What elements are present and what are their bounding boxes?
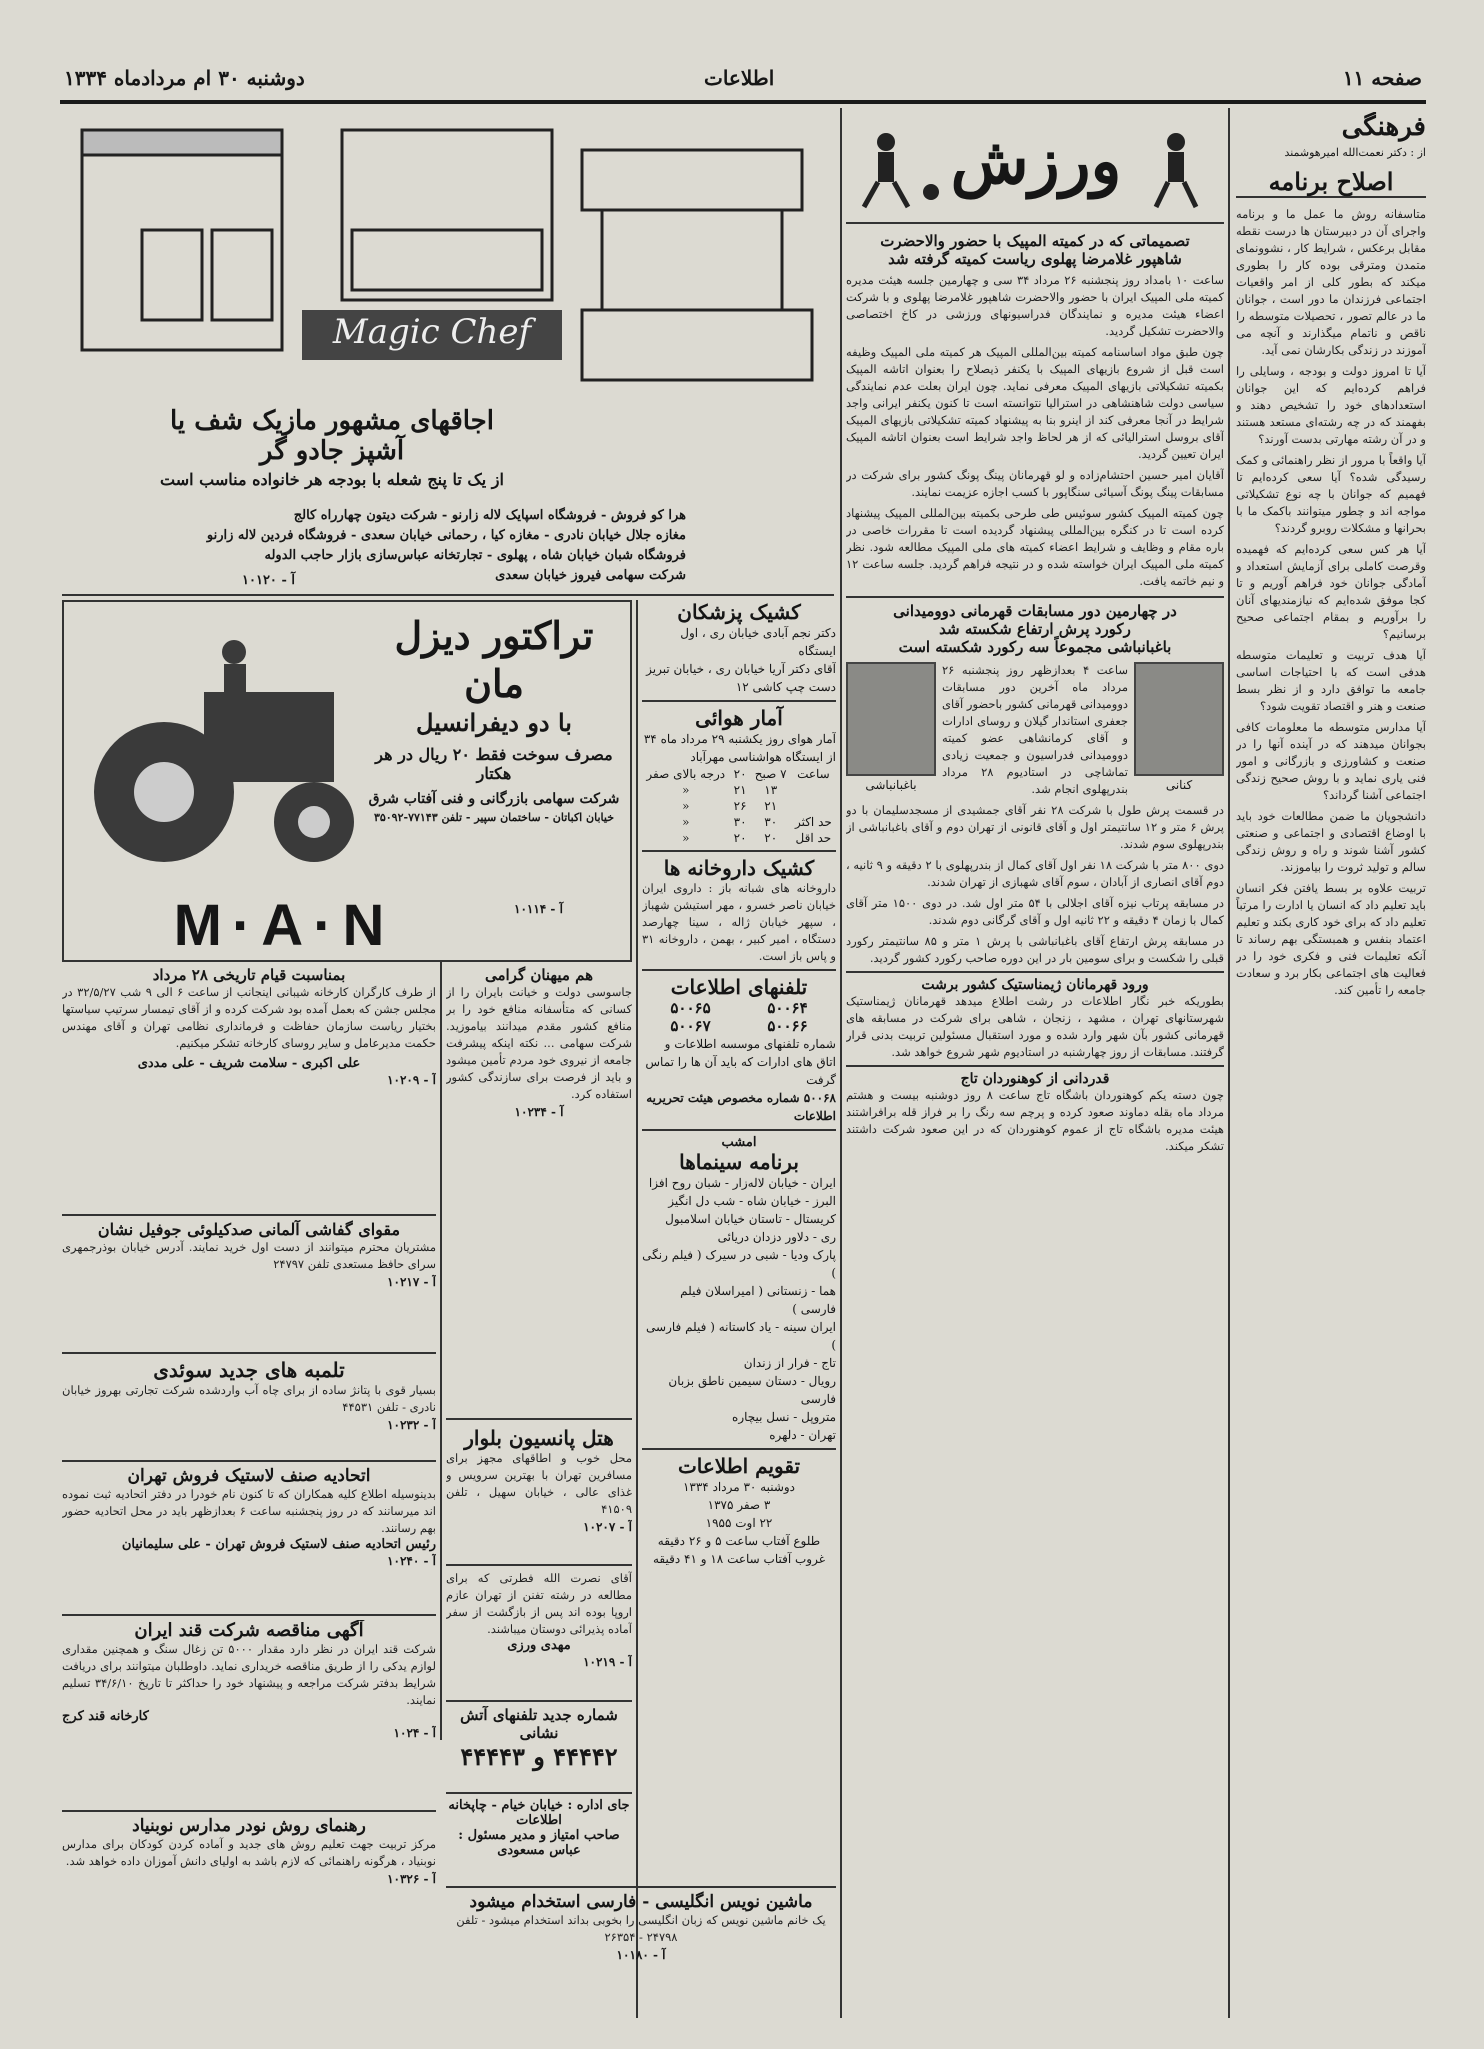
dealer-line: هرا کو فروش - فروشگاه اسپایک لاله زارنو - شرکت دیتون چهارراه کالج [293, 508, 686, 523]
article-title: اصلاح برنامه [1236, 167, 1426, 198]
phone-number: ۵۰۰۶۷ [670, 1017, 711, 1035]
paragraph: دوی ۸۰۰ متر با شرکت ۱۸ نفر اول آقای کمال از بندرپهلوی با ۲ دقیقه و ۹ ثانیه ، دوم آقای انصاری از آبادان ، سوم آقای شهبازی از تهران شدند. [846, 858, 1224, 889]
info-line: دکتر نجم آبادی خیابان ری ، اول ایستگاه [680, 626, 836, 658]
cinema-item: هما - زنستانی ( امیراسلان فیلم فارسی ) [680, 1284, 836, 1316]
doctors-box [642, 600, 836, 702]
notice-code: آ - ۱۰۲۴ [393, 1726, 436, 1740]
headline: تصمیماتی که در کمیته المپیک با حضور والاحضرت [880, 232, 1190, 250]
notice-title: آگهی مناقصه شرکت قند ایران [134, 1620, 364, 1641]
culture-column [1236, 112, 1426, 2012]
photo-row [846, 662, 1224, 798]
page-header [64, 66, 1422, 96]
article-lead: ساعت ۴ بعدازظهر روز پنجشنبه ۲۶ مرداد ماه آخرین دور مسابقات دوومیدانی قهرمانی کشور باحضور آقای جعفری استاندار گیلان و روسای ادارات و آقای کرمانشاهی عضو کمیته دوومیدانی فدراسیون و جمعیت زیادی تماشاچی در استادیوم ۲۸ مرداد بندرپهلوی انجام شد. [942, 663, 1129, 796]
mountaineering-section [846, 1065, 1224, 1155]
notice-signature: علی اکبری - سلامت شریف - علی مددی [137, 1056, 361, 1071]
table-row [642, 830, 836, 846]
paragraph: چون طبق مواد اساسنامه کمیته بین‌المللی المپیک هر کمیته ملی المپیک وظیفه است قبل از شروع بازیهای المپیک با یکنفر ذیصلاح را بعنوان اتاشه المپیک بکمیته تشکیلاتی بازیهای المپیک معرفی نماید. چون ایران بعلت عدم نمایندگی سیاسی دولت شاهنشاهی در استرالیا نتوانسته است تا کنون یکنفر ایرانی واجد شرایط در آنجا معرفی کند از اینرو بنا به پیشنهاد کمیته تشکیلاتی بازیهای المپیک آقای بروسل استرالیائی که از هر لحاظ واجد شرایط است بعنوان اتاشه المپیک ایران تعیین گردید. [846, 345, 1224, 461]
fire-phones-box [446, 1706, 632, 1794]
section-title: فرهنگی [1341, 112, 1426, 142]
calendar-line: طلوع آفتاب ساعت ۵ و ۲۶ دقیقه [657, 1534, 821, 1548]
headline: شاهپور غلامرضا پهلوی ریاست کمیته گرفته شد [888, 250, 1182, 268]
phone-number: ۵۰۰۶۴ [767, 999, 808, 1017]
notice-text: شرکت قند ایران در نظر دارد مقدار ۵۰۰۰ تن زغال سنگ و همچنین مقداری لوازم یدکی را از طریق مناقصه خریداری نماید. داوطلبان میتوانند برای دریافت شرایط بدفتر شرکت مراجعه و پیشنهاد خود را حداکثر تا تاریخ ۳۴/۶/۱۰ تسلیم نمایند. [62, 1642, 436, 1707]
ad-title: اجاقهای مشهور مازیک شف یا [170, 406, 494, 436]
table-row [642, 814, 836, 830]
ad-company: شرکت سهامی بازرگانی و فنی آفتاب شرق [368, 791, 620, 807]
headline: در چهارمین دور مسابقات قهرمانی دوومیدانی [893, 602, 1177, 620]
table-cell: ۲۶ [733, 799, 747, 813]
table-row [642, 766, 836, 782]
calendar-line: ۳ صفر ۱۳۷۵ [707, 1498, 771, 1512]
compatriots-notice [446, 966, 632, 1420]
pumps-ad [62, 1358, 436, 1462]
table-cell: ۷ صبح [754, 767, 787, 781]
cardboard-ad [62, 1220, 436, 1354]
table-cell: درجه بالای صفر [646, 767, 726, 781]
headline: قدردانی از کوهنوردان تاج [960, 1071, 1110, 1087]
hotel-ad [446, 1426, 632, 1566]
gymnastics-section [846, 971, 1224, 1061]
phone-number: ۵۰۰۶۶ [767, 1017, 808, 1035]
typist-ad [446, 1886, 836, 2016]
table-cell: ۳۰ [764, 815, 778, 829]
stove-ad [62, 110, 834, 596]
article-body: چون دسته یکم کوهنوردان باشگاه تاج ساعت ۸ روز دوشنبه بیست و هشتم مرداد ماه بقله دماوند صعود کرده و پرچم سه رنگ را بر فراز قله برافراشتند هیئت مدیره باشگاه تاج از عموم کوهنوردان که در این صعود شرکت داشتند تشکر میکند. [846, 1088, 1224, 1153]
weather-box [642, 702, 836, 852]
paragraph: آیا مدارس متوسطه ما معلومات کافی بجوانان میدهند که در آینده آنها را در صنعت و کشاورزی و بازرگانی و امور فنی یاری نماید و با روش صحیح زندگی اجتماعی آشنا گرداند؟ [1236, 720, 1426, 802]
ad-subtitle: آشپز جادو گر [259, 436, 405, 466]
ad-code: آ - ۱۰۲۱۷ [387, 1275, 436, 1289]
weather-intro: آمار هوای روز یکشنبه ۲۹ مرداد ماه ۳۴ از ایستگاه هواشناسی مهرآباد [643, 732, 836, 764]
issue-date: دوشنبه ۳۰ ام مردادماه ۱۳۳۴ [64, 66, 305, 90]
paragraph: چون کمیته المپیک کشور سوئیس طی طرحی بکمیته بین‌المللی المپیک پیشنهاد کرده است تا در کنگره بین‌المللی پیشنهاد گردیده است تا مقررات خاصی در باره مقام و وظایف و شرایط اعضاء کمیته های ملی المپیک مطالعه شود. نظر کمیته ملی المپیک ایران خواسته شده و در نتیجه فراهم گردید. جلسه ساعت ۱۲ و نیم خاتمه یافت. [846, 506, 1224, 588]
tractor-ad-text [364, 612, 624, 824]
cinema-item: تهران - دلهره [769, 1428, 836, 1442]
phone-number: ۵۰۰۶۵ [670, 999, 711, 1017]
cinema-item: تاج - فرار از زندان [743, 1356, 836, 1370]
weather-table [642, 766, 836, 846]
ad-subtitle: با دو دیفرانسیل [416, 708, 572, 737]
paragraph: آیا هر کس سعی کرده‌ایم که فهمیده وقرصت کاملی برای آزمایش استعداد و آمادگی جوانان خود فراهم آوریم و تا کجا موفق شده‌ایم که نیازمندیهای آنان را برآوریم و بمقام اجتماعی صحیح برسانیم؟ [1236, 542, 1426, 641]
column-divider [1228, 108, 1230, 2018]
article-body [1236, 206, 1426, 999]
notice-text: از طرف کارگران کارخانه شیبانی اینجانب از ساعت ۶ الی ۹ شب ۳۲/۵/۲۷ در مجلس جشن که بعمل آمده بود شرکت کرده و از آقای تیمسار سرتیپ سیاستها بختیار ریاست سازمان حفاظت و فرمانداری نظامی تهران و آقای مهندس حکمت مدیرعامل و سایر روسای کارخانه تشکر میکنیم. [62, 985, 436, 1050]
box-subtitle: امشب [721, 1135, 757, 1150]
headline: ورود قهرمانان ژیمناستیک کشور برشت [921, 977, 1149, 993]
article-body: بطوریکه خبر نگار اطلاعات در رشت اطلاع میدهد قهرمانان ژیمناستیک شهرستانهای تهران ، مشهد ، زنجان ، شاهی برای شرکت در مسابقه های قهرمانی کشور بآن شهر وارد شده و مورد استقبال مسئولین تربیت بدنی قرار گرفتند. مسابقات از روز چهارشنبه در استادیوم شهر شروع خواهد شد. [846, 994, 1224, 1059]
cinema-box [642, 1131, 836, 1450]
sports-logo: ورزش [950, 124, 1122, 199]
ad-code: آ - ۱۰۲۳۲ [387, 1418, 436, 1432]
dealer-line: مغازه جلال خیابان نادری - مغازه کیا ، رحمانی خیابان سعدی - فروشگاه فردین لاله زارنو [206, 528, 686, 543]
notice-title: بمناسبت قیام تاریخی ۲۸ مرداد [152, 966, 346, 984]
ad-code: آ - ۱۰۱۲۰ [242, 573, 295, 588]
calendar-line: دوشنبه ۳۰ مرداد ۱۳۳۴ [682, 1480, 796, 1494]
notice-title: اتحادیه صنف لاستیک فروش تهران [127, 1466, 371, 1486]
paragraph: در مسابقه پرش ارتفاع آقای باغبانباشی با پرش ۱ متر و ۸۵ سانتیمتر رکورد قبلی را شکست و برای سومین بار در این دوره صاحب رکورد کشور گردید. [846, 934, 1224, 965]
paper-name: اطلاعات [704, 66, 775, 90]
table-cell: حد اقل [795, 831, 832, 845]
ad-code: آ - ۱۰۱۸۰ [616, 1948, 666, 1962]
notice-title: رهنمای روش نودر مدارس نوبنیاد [132, 1816, 366, 1836]
ad-text: محل خوب و اطاقهای مجهز برای مسافرین تهران با بهترین سرویس و غذای عالی ، خیابان سهیل ، تلفن ۴۱۵۰۹ [446, 1451, 632, 1516]
dealer-line: شرکت سهامی فیروز خیابان سعدی [495, 568, 686, 583]
paragraph: آقایان امیر حسین احتشام‌زاده و لو قهرمانان پینگ پونگ کشور برای شرکت در مسابقات پینگ پونگ آسیائی سنگاپور با کسب اجازه عزیمت نمایند. [846, 468, 1224, 499]
table-cell: « [682, 831, 690, 845]
box-title: برنامه سینماها [679, 1150, 799, 1174]
box-title: شماره جدید تلفنهای آتش نشانی [460, 1706, 618, 1742]
cinema-item: ایران سینه - یاد کاستانه ( فیلم فارسی ) [646, 1320, 836, 1352]
notice-code: آ - ۱۰۲۴۰ [387, 1554, 436, 1568]
page-number: صفحه ۱۱ [1342, 66, 1422, 90]
notice-code: آ - ۱۰۲۰۹ [387, 1073, 436, 1087]
ad-title: هتل پانسیون بلوار [464, 1426, 614, 1450]
box-title: تلفنهای اطلاعات [670, 975, 808, 999]
photo-block [1134, 662, 1224, 798]
guide-notice [62, 1816, 436, 2016]
pharmacy-box [642, 852, 836, 971]
ad-title: مقوای گفاشی آلمانی صدکیلوئی جوفیل نشان [97, 1220, 401, 1239]
publisher-owner: صاحب امتیاز و مدیر مسئول : عباس مسعودی [458, 1828, 620, 1858]
table-cell: ۲۰ [764, 831, 778, 845]
sports-column [846, 112, 1224, 2012]
cinema-item: ری - دلاور دزدان دریائی [717, 1230, 836, 1244]
table-cell: ۳۰ [733, 815, 747, 829]
ad-text: یک خانم ماشین نویس که زبان انگلیسی را بخوبی بداند استخدام میشود - تلفن ۲۴۷۹۸ - ۲۶۳۵۴ [456, 1913, 826, 1944]
athlete-photo [1134, 662, 1224, 776]
calendar-box [642, 1450, 836, 1572]
paragraph: آیا واقعاً با مرور از نظر راهنمائی و کمک رسیدگی شده؟ آیا سعی کرده‌ایم تا فهمیم که جوانان با چه نوع تشکیلاتی مواجه اند و چطور میتوانند باکمک ما با بحرانها و مشکلات روبرو گردند؟ [1236, 453, 1426, 535]
table-cell: ۲۱ [764, 799, 778, 813]
notice-title: هم میهنان گرامی [484, 966, 594, 984]
phone-list [642, 999, 836, 1035]
table-cell: ۲۰ [733, 767, 747, 781]
table-cell: حد اکثر [794, 815, 832, 829]
notice-code: آ - ۱۰۳۲۶ [387, 1872, 436, 1886]
notice-signature: مهدی ورزی [507, 1638, 571, 1653]
paragraph: متاسفانه روش ما عمل ما و برنامه واجرای آن در دبیرستان ها درست نقطه مقابل برعکس ، شرایط کار ، نشوونمای متمدن ومترقی بوده کار را بطوری میکند که بطور کلی از امر واقعیات اجتماعی فرزندان ما دور است ، جوانان ما در عالم تصور ، تحصیلات متوسطه را ناقص و ناتمام میگذارند و آنچه می آموزند در زندگی بکارشان نمی آید. [1236, 207, 1426, 357]
dealer-list [66, 506, 686, 586]
ad-usage: مصرف سوخت فقط ۲۰ ریال در هر هکتار [375, 745, 613, 783]
notice-text: بدینوسیله اطلاع کلیه همکاران که تا کنون نام خودرا در دفتر اتحادیه ثبت نموده اند میرسانند که در روز پنجشنبه ساعت ۶ بعدازظهر باید در محل اتحادیه حضور بهم رسانند. [62, 1487, 436, 1535]
athlete-photo [846, 662, 936, 776]
notice-signature: رئیس اتحادیه صنف لاستیک فروش تهران - علی سلیمانیان [121, 1537, 436, 1552]
paragraph: در مسابقه پرتاب نیزه آقای اجلالی با ۵۴ متر اول شد. در دوی ۱۵۰۰ متر آقای کمال با زمان ۴ دقیقه و ۲۲ ثانیه اول و آقای گرگانی دوم شدند. [846, 896, 1224, 927]
headline: رکورد پرش ارتفاع شکسته شد [939, 620, 1131, 638]
box-title: آمار هوائی [695, 706, 783, 730]
paragraph: آیا تا امروز دولت و بودجه ، وسایلی را فراهم کرده‌ایم که این جوانان استعدادهای خود را تشخیص دهند و بفهمند که در چه رشته‌ای مستعد هستند و در آن رشته مهارتی بدست آورند؟ [1236, 364, 1426, 446]
table-cell: « [682, 815, 690, 829]
publisher-address: جای اداره : خیابان خیام - چاپخانه اطلاعات [448, 1798, 630, 1828]
brand-logo: Magic Chef [332, 312, 532, 352]
phones-box [642, 971, 836, 1131]
athletics-section [846, 596, 1224, 967]
table-row [642, 798, 836, 814]
tractor-illustration [74, 622, 374, 882]
union-notice [62, 1466, 436, 1616]
paragraph: تربیت علاوه بر بسط یافتن فکر انسان باید تعلیم داد که انسان یا ادارت را مرتباً تعلیم داد که برای خود کاری بکند و تعلیم اعتماد بنفس و همبستگی بهم رساند تا آنکه تعلیمات فنی و فکری خود را در فعالیت های اجتماعی بکار برد و سعادت جامعه را تأمین کند. [1236, 881, 1426, 997]
column-divider [636, 600, 638, 2018]
ad-text: بسیار قوی با پتانژ ساده از برای چاه آب واردشده شرکت تجارتی بهروز خیابان نادری - تلفن ۴۴۵۳۱ [62, 1383, 436, 1414]
publisher-box [446, 1798, 632, 1882]
calendar-line: ۲۲ اوت ۱۹۵۵ [705, 1516, 773, 1530]
notice-signature: کارخانه قند کرج [62, 1709, 149, 1724]
calendar-line: غروب آفتاب ساعت ۱۸ و ۴۱ دقیقه [653, 1552, 825, 1566]
info-column [642, 600, 836, 2010]
cinema-item: پارک ودیا - شبی در سیرک ( فیلم رنگی ) [642, 1248, 836, 1280]
notice-text: آقای نصرت الله فطرتی که برای مطالعه در رشته تفنن از تهران عازم اروپا بوده اند پس از بازگشت از سفر آماده پذیرائی دوستان میباشند. [446, 1571, 632, 1636]
notice-code: آ - ۱۰۲۳۴ [514, 1105, 564, 1119]
cinema-item: متروپل - نسل بیچاره [732, 1410, 836, 1424]
ad-tagline: از یک تا پنج شعله با بودجه هر خانواده مناسب است [160, 470, 504, 489]
box-title: کشیک پزشکان [677, 600, 801, 624]
notice-code: آ - ۱۰۲۱۹ [583, 1655, 632, 1669]
box-text: داروخانه های شبانه باز : داروی ایران خیابان ناصر خسرو ، مهر استیشن شهباز ، سپهر خیابان ژاله ، سینا چهارصد دستگاه ، امیر کبیر ، بهمن ، داروخانه ۳۱ و پاس باز است. [642, 881, 836, 963]
dealer-line: فروشگاه شبان خیابان شاه ، پهلوی - تجارتخانه عباس‌سازی بازار حاجب الدوله [264, 548, 686, 563]
table-cell [791, 782, 836, 798]
stove-ad-text [102, 406, 562, 489]
article-body [846, 802, 1224, 967]
column-divider [840, 108, 842, 2018]
tender-notice [62, 1620, 436, 1812]
box-title: تقویم اطلاعات [677, 1454, 801, 1478]
paragraph: آیا هدف تربیت و تعلیمات متوسطه هدفی است که با احتیاجات اساسی جامعه ما توافق دارد و از نظر بسط صنعت و هنر و اقتصاد تقویت شود؟ [1236, 648, 1426, 713]
table-cell: ۱۳ [764, 783, 778, 797]
table-cell [791, 798, 836, 814]
anniversary-notice [62, 966, 436, 1216]
table-cell: « [682, 783, 690, 797]
phones-note: شماره تلفنهای موسسه اطلاعات و اتاق های ادارات که باید آن ها را تماس گرفت [645, 1037, 836, 1087]
ad-code: آ - ۱۰۱۱۴ [514, 902, 563, 916]
box-title: کشیک داروخانه ها [663, 856, 815, 880]
table-cell: ساعت [797, 767, 830, 781]
ad-title: تراکتور دیزل مان [394, 613, 594, 706]
cinema-item: البرز - خیابان شاه - شب دل انگیز [668, 1194, 836, 1208]
brand-logo: M·A·N [173, 893, 395, 958]
cinema-item: رویال - دستان سیمین ناطق بزبان فارسی [668, 1374, 836, 1406]
table-row [642, 782, 836, 798]
sports-banner [846, 112, 1224, 224]
paragraph: در قسمت پرش طول با شرکت ۲۸ نفر آقای جمشیدی از مسجدسلیمان با دو پرش ۶ متر و ۱۲ سانتیمتر اول و آقای قانونی از تهران دوم و آقای باغبانباشی از بندرپهلوی سوم شدند. [846, 803, 1224, 851]
table-cell: ۲۱ [733, 783, 747, 797]
ad-title: ماشین نویس انگلیسی - فارسی استخدام میشود [469, 1892, 813, 1912]
notice-text: مرکز تربیت جهت تعلیم روش های جدید و آماده کردن کودکان برای مدارس نوبنیاد ، هرگونه راهنمائی که لازم باشد به اولیای دانش آموزان داده خواهد شد. [62, 1837, 436, 1868]
tractor-ad [62, 600, 632, 962]
table-cell: « [682, 799, 690, 813]
headline: باغبانباشی مجموعاً سه رکورد شکسته است [898, 638, 1172, 656]
ad-address: خیابان اکباتان - ساختمان سپیر - تلفن ۷۷۱۴۳-۳۵۰۹۲ [373, 811, 615, 824]
info-line: دست چپ کاشی ۱۲ [735, 680, 836, 694]
phone-numbers: ۴۴۴۴۲ و ۴۴۴۴۳ [460, 1742, 618, 1771]
personal-notice [446, 1570, 632, 1702]
author-line: از : دکتر نعمت‌الله امیرهوشمند [1284, 146, 1426, 159]
cinema-item: کریستال - تاستان خیابان اسلامبول [665, 1212, 836, 1226]
ad-text: مشتریان محترم میتوانند از دست اول خرید نمایند. آدرس خیابان بوذرجمهری سرای حافظ مستعدی تلفن ۲۴۷۹۷ [62, 1240, 436, 1271]
masthead-rule [60, 100, 1426, 104]
photo-caption: باغبانباشی [865, 778, 917, 792]
photo-caption: کنانی [1165, 778, 1193, 792]
paragraph: ساعت ۱۰ بامداد روز پنجشنبه ۲۶ مرداد ۳۴ سی و چهارمین جلسه هیئت مدیره کمیته ملی المپیک ایران با حضور والاحضرت شاهپور غلامرضا پهلوی و با شرکت اعضاء هیئت مدیره و نمایندگان فدراسیونهای ورزشی در کاخ اختصاصی والاحضرت تشکیل گردید. [846, 273, 1224, 338]
ad-code: آ - ۱۰۲۰۷ [583, 1520, 632, 1534]
photo-block [846, 662, 936, 798]
cinema-item: ایران - خیابان لاله‌زار - شبان روح افزا [648, 1176, 836, 1190]
phones-extra: ۵۰۰۶۸ شماره مخصوص هیئت تحریریه اطلاعات [646, 1091, 836, 1123]
article-body [846, 272, 1224, 590]
notice-text: جاسوسی دولت و خیانت بایران را از کسانی که متأسفانه منافع خود را بر منافع کشور مقدم میدانند بیاموزید. شرکت سهامی ... نکته اینکه پیشرفت جامعه از نیروی خود مردم تأمین میشود و باید از فرصت برای سازندگی کشور استفاده کرد. [446, 985, 632, 1101]
column-divider [440, 960, 442, 1740]
info-line: آقای دکتر آریا خیابان ری ، خیابان تبریز [646, 662, 836, 676]
paragraph: دانشجویان ما ضمن مطالعات خود باید با اوضاع اقتصادی و اجتماعی و صنعتی کشور آشنا شوند و راه و روش زندگی سالم و تولید ثروت را بیاموزند. [1236, 809, 1426, 874]
ad-title: تلمبه های جدید سوئدی [153, 1358, 345, 1382]
table-cell: ۲۰ [733, 831, 747, 845]
